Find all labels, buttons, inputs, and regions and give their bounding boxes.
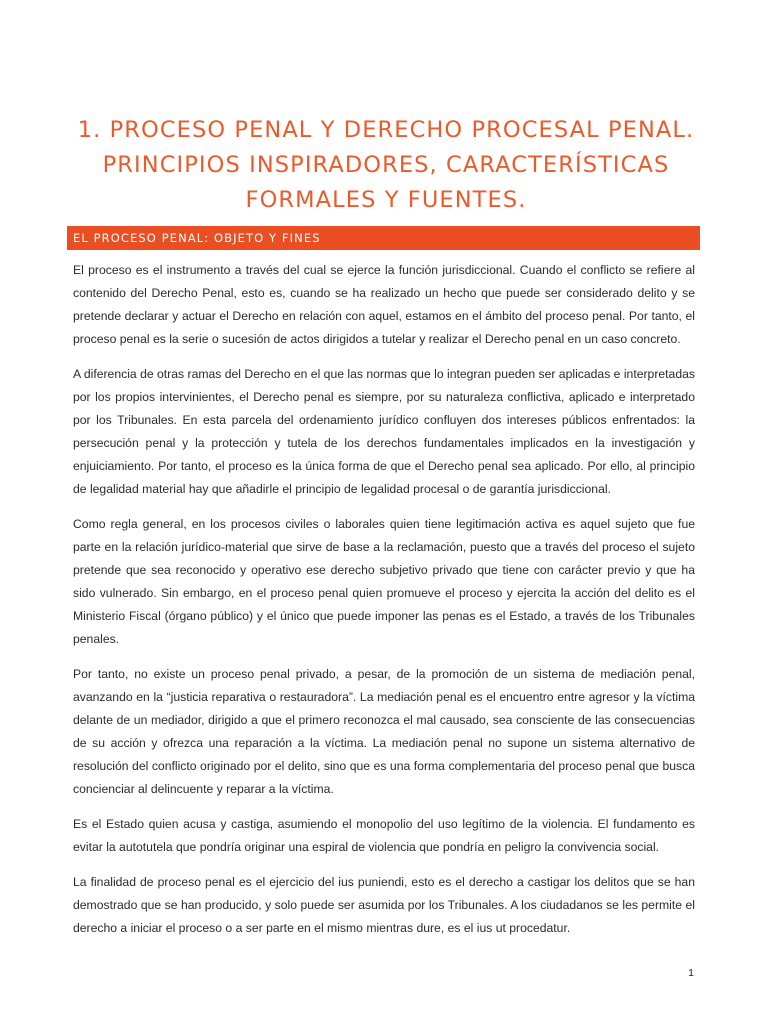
- paragraph-6: La finalidad de proceso penal es el ejercicio del ius puniendi, esto es el derecho a castigar los delitos que se han demostrado que se han producido, y solo puede ser asumida por los Tribunales. A los ciudadanos se les permite el derecho a iniciar el proceso o a ser parte en el mismo mientras dure, es el ius ut procedatur.: [73, 875, 695, 935]
- page-number: 1: [688, 967, 694, 979]
- section-heading-bar: [67, 226, 700, 250]
- section-heading: EL PROCESO PENAL: OBJETO Y FINES: [73, 231, 321, 245]
- paragraph-5: Es el Estado quien acusa y castiga, asumiendo el monopolio del uso legítimo de la violencia. El fundamento es evitar la autotutela que pondría originar una espiral de violencia que pondría en peligro la convivencia social.: [73, 817, 695, 854]
- paragraph-2: A diferencia de otras ramas del Derecho en el que las normas que lo integran pueden ser aplicadas e interpretadas por los propios intervinientes, el Derecho penal es siempre, por su naturaleza conflictiva, aplicado e interpretado por los Tribunales. En esta parcela del ordenamiento jurídico confluyen dos intereses públicos enfrentados: la persecución penal y la protección y tutela de los derechos fundamentales implicados en la investigación y enjuiciamiento. Por tanto, el proceso es la única forma de que el Derecho penal sea aplicado. Por ello, al principio de legalidad material hay que añadirle el principio de legalidad procesal o de garantía jurisdiccional.: [73, 367, 695, 496]
- body-text: [73, 259, 695, 952]
- paragraph-3: Como regla general, en los procesos civiles o laborales quien tiene legitimación activa es aquel sujeto que fue parte en la relación jurídico-material que sirve de base a la reclamación, puesto que a través del proceso el sujeto pretende que sea reconocido y operativo ese derecho subjetivo privado que tiene con carácter previo y que ha sido vulnerado. Sin embargo, en el proceso penal quien promueve el proceso y ejercita la acción del delito es el Ministerio Fiscal (órgano público) y el único que puede imponer las penas es el Estado, a través de los Tribunales penales.: [73, 517, 695, 646]
- paragraph-4: Por tanto, no existe un proceso penal privado, a pesar, de la promoción de un sistema de mediación penal, avanzando en la “justicia reparativa o restauradora”. La mediación penal es el encuentro entre agresor y la víctima delante de un mediador, dirigido a que el primero reconozca el mal causado, sea consciente de las consecuencias de su acción y ofrezca una reparación a la víctima. La mediación penal no supone un sistema alternativo de resolución del conflicto originado por el delito, sino que es una forma complementaria del proceso penal que busca concienciar al delincuente y reparar a la víctima.: [73, 667, 695, 796]
- page-title: 1. PROCESO PENAL Y DERECHO PROCESAL PENAL. PRINCIPIOS INSPIRADORES, CARACTERÍSTICAS FORMALES Y FUENTES.: [77, 117, 695, 213]
- paragraph-1: El proceso es el instrumento a través del cual se ejerce la función jurisdiccional. Cuando el conflicto se refiere al contenido del Derecho Penal, esto es, cuando se ha realizado un hecho que puede ser considerado delito y se pretende declarar y actuar el Derecho en relación con aquel, estamos en el ámbito del proceso penal. Por tanto, el proceso penal es la serie o sucesión de actos dirigidos a tutelar y realizar el Derecho penal en un caso concreto.: [73, 263, 695, 346]
